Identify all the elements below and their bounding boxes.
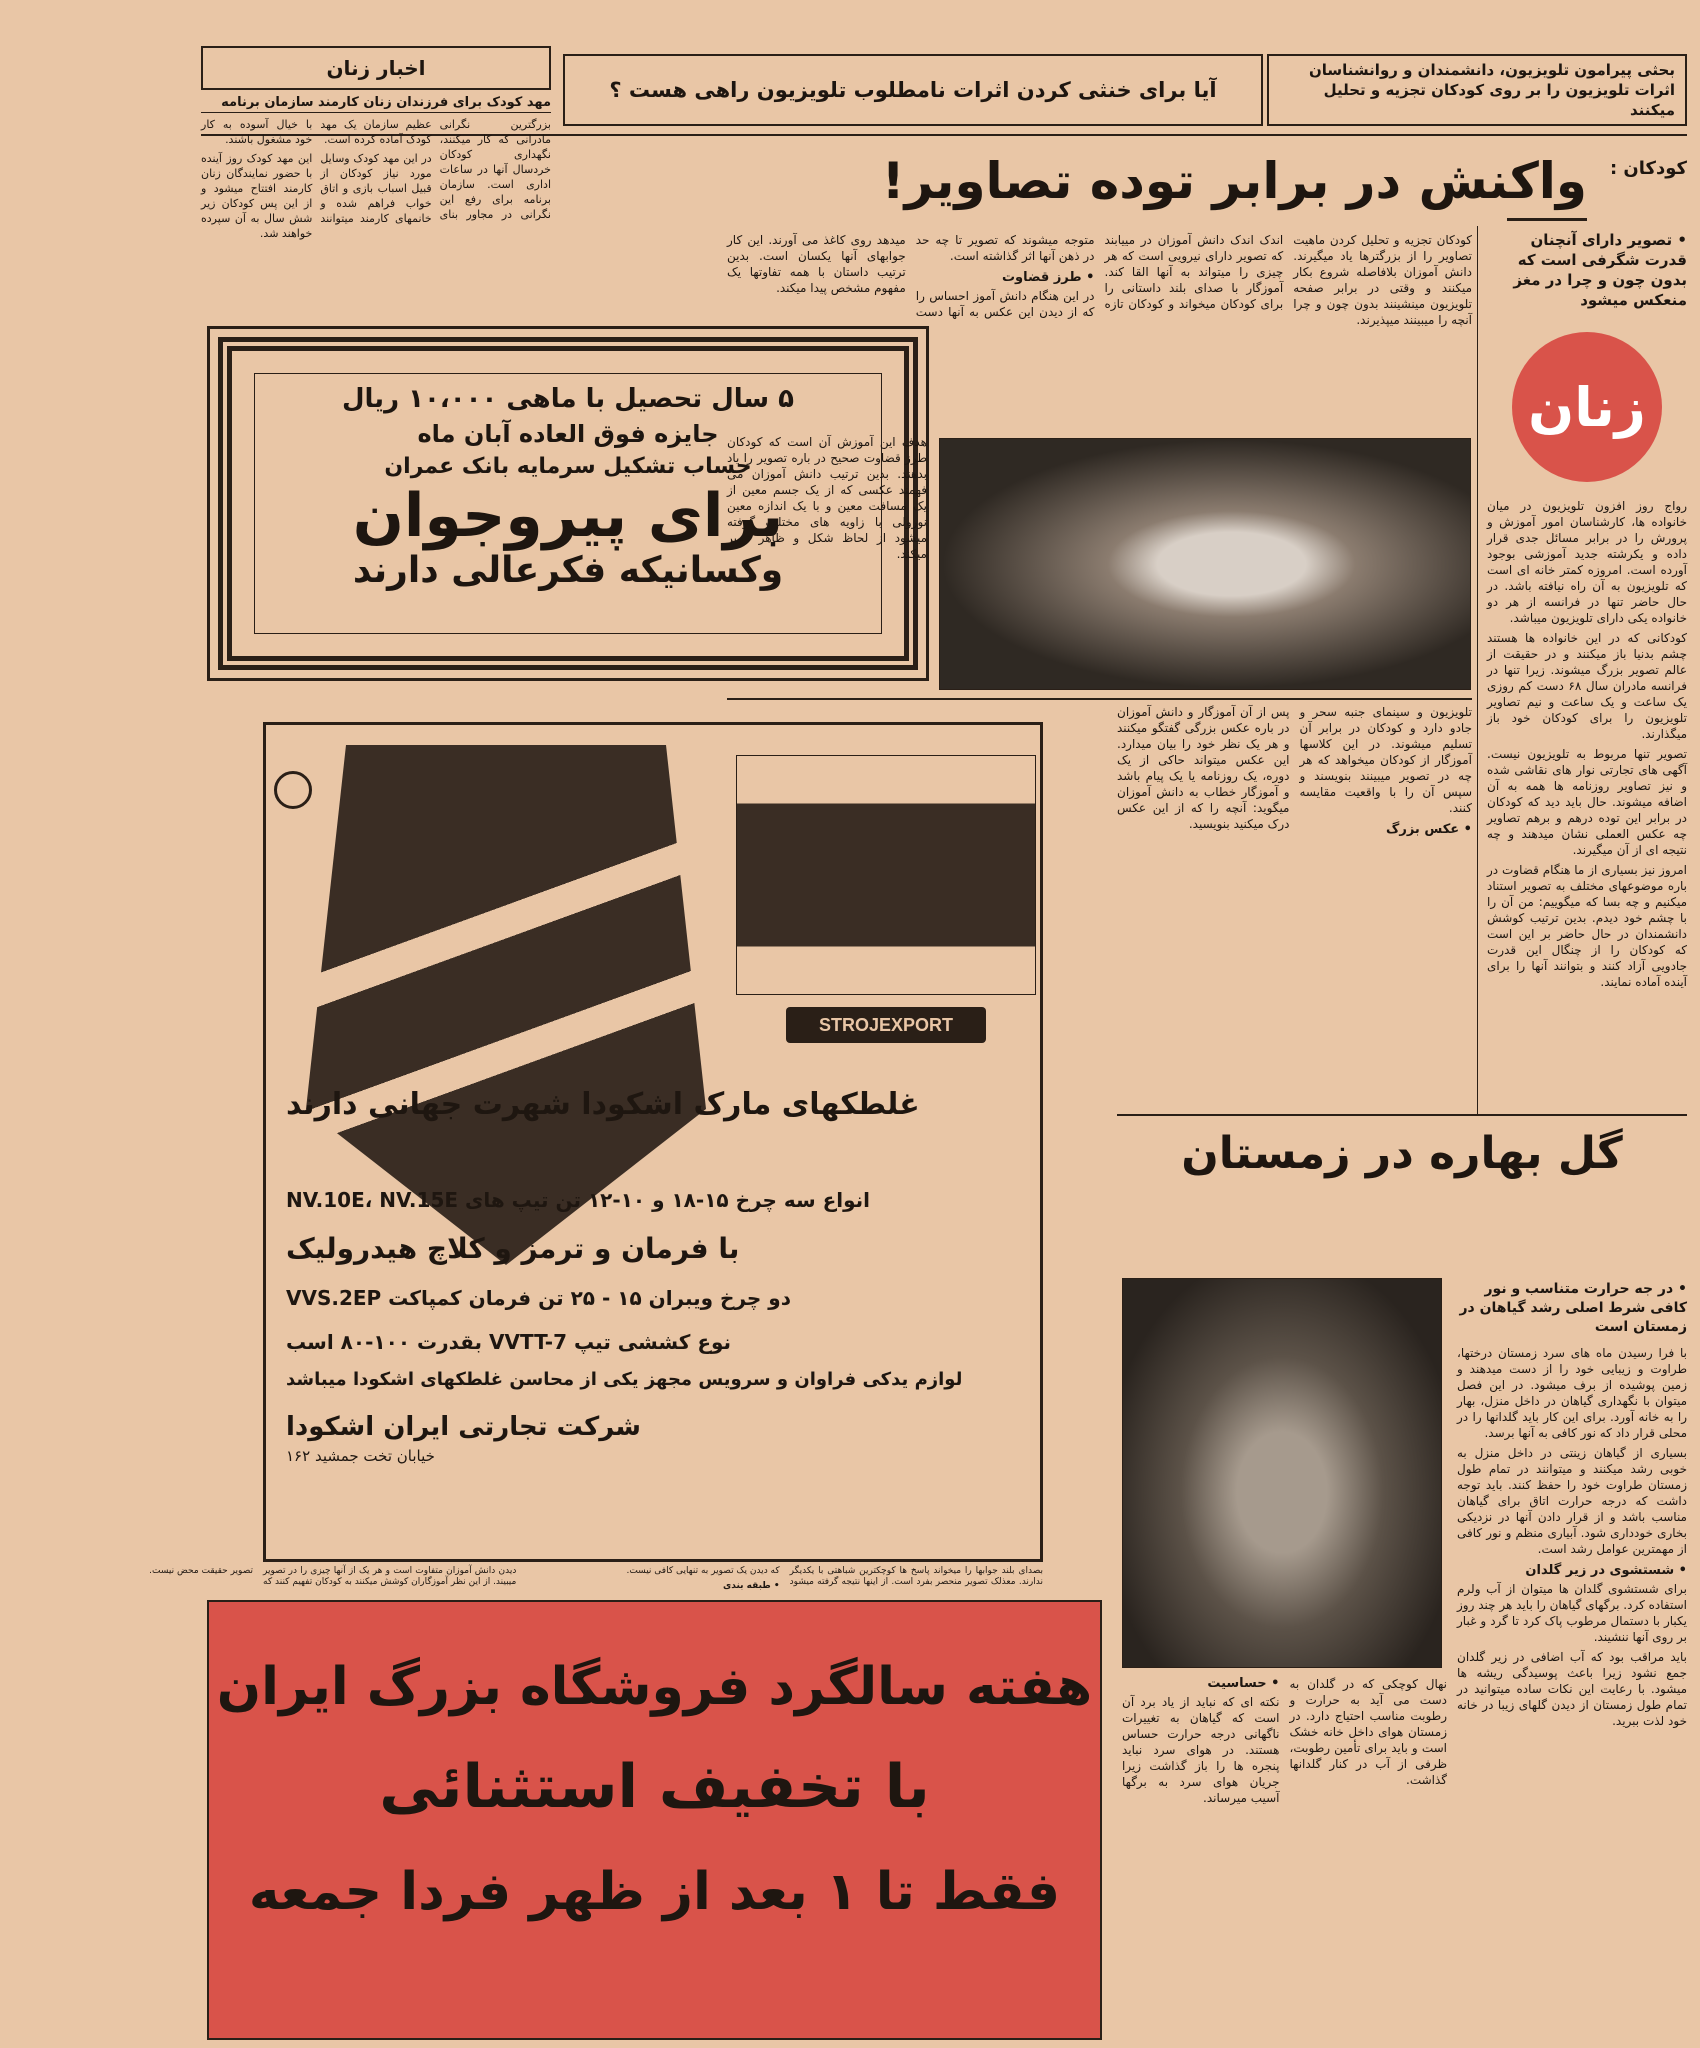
sub-reflect: عکس بزرگ — [1386, 822, 1460, 837]
skoda-line3: با فرمان و ترمز و کلاچ هیدرولیک — [286, 1232, 740, 1265]
seedling-photo — [1122, 1278, 1442, 1668]
women-news-body — [201, 117, 551, 313]
store-ad-line3: فقط تا ۱ بعد از ظهر فردا جمعه — [248, 1862, 1061, 1922]
women-news-title-box — [201, 46, 551, 90]
bullet-icon: • — [1673, 1281, 1687, 1297]
main-intro-para: رواج روز افزون تلویزیون در میان خانواده ها، کارشناسان امور آموزش و پرورش را در برابر مسائل جدی قرار داده و یکرشته جدید آموزشی بوجود آورده است. امروزه کمتر خانه ای است که تلویزیون به آن راه نیافته باشد. در حال حاضر تنها در فرانسه از هر دو خانواده یکی دارای تلویزیون میباشد. — [1487, 499, 1687, 625]
bank-ad-line3: حساب تشکیل سرمایه بانک عمران — [384, 454, 752, 479]
skoda-text-block — [286, 1055, 1026, 1545]
strojexport-badge — [786, 1007, 986, 1043]
winter-headline: گل بهاره در زمستان — [1181, 1128, 1623, 1179]
sub-care: حساسیت — [1207, 1676, 1267, 1691]
main-col-k-para: امروز نیز بسیاری از ما هنگام قضاوت در باره موضوعهای مختلف به تصویر استناد میکنیم و چه بسا که میگوییم: من آن را با چشم خود دیدم. بدین ترتیب کوشش دانشمندان در حال حاضر بر این است که کودکان را از چنگال این قدرت جادویی آزاد کنند و بتوانند آنها را برای آینده آماده نمایند. — [1487, 863, 1687, 989]
bullet-icon: • — [1672, 231, 1687, 249]
women-news-para: این مهد کودک روز آینده با حضور نمایندگان زنان کارمند افتتاح میشود و از این پس کودکان زیر شش سال به آن سپرده خواهند شد. — [201, 152, 313, 240]
main-col-j-para: تصویر تنها مربوط به تلویزیون نیست. آگهی های تجارتی نوار های نقاشی شده و نیز تصاویر روزنامه ها همه به آن اضافه میشوند. حال باید دید که کودکان در برابر این توده درهم و برهم تصاویر چه عکس العملی نشان میدهند و چه نتیجه ای از آن میگیرند. — [1487, 747, 1687, 857]
main-class-band — [149, 1566, 1043, 1598]
winter-body-e: برای شستشوی گلدان ها میتوان از آب ولرم استفاده کرد. برگهای گیاهان را باید هر چند روز یکبار با دستمال مرطوب پاک کرد تا گرد و غبار بر روی آنها ننشیند. — [1457, 1582, 1687, 1644]
store-ad-line2: با تخفیف استثنائی — [379, 1752, 930, 1822]
main-article-right-column — [1487, 230, 1687, 1110]
main-col-h-para: تلویزیون و سینمای جنبه سحر و جادو دارد و کودکان در برابر آن تسلیم میشوند. در این کلاسها آموزگار از کودکان میخواهد که هر چه در تصویر میبینند بنویسند و سپس آن را با واقعیت مقایسه کنند. — [1299, 705, 1472, 815]
sub-care-heading: • حساسیت — [1207, 1676, 1280, 1691]
headline-kicker: کودکان : — [1609, 158, 1687, 179]
sub-class-heading: • طبقه بندی — [723, 1581, 780, 1591]
winter-lower-text — [1122, 1676, 1447, 2036]
strojexport-label: STROJEXPORT — [818, 1015, 954, 1035]
main-upper-text — [727, 232, 1472, 432]
winter-right-text — [1457, 1345, 1687, 2025]
sub-manner-heading: • طرز قضاوت — [1001, 270, 1095, 285]
main-col-b-para: کودکان تجزیه و تحلیل کردن ماهیت تصاویر را از بزرگترها یاد میگیرند. دانش آموزان بلافاصله شروع بکار میکنند و وقتی در برابر صفحه تلویزیون مینشینند بدون چون و چرا آنچه را میبینند میپذیرند. — [1293, 233, 1472, 327]
main-lower-text — [1117, 704, 1472, 1110]
mid-rule — [727, 698, 1472, 700]
winter-bullet-text: در جه حرارت متناسب و نور کافی شرط اصلی رشد گیاهان در زمستان است — [1459, 1281, 1687, 1335]
bank-ad-line5: وکسانیکه فکرعالی دارند — [352, 550, 784, 591]
winter-body-a: با فرا رسیدن ماه های سرد زمستان درختها، طراوت و زیبایی خود را از دست میدهند و زمین پوشیده از برف میشود. در این فصل میتوان با نگهداری گیاهان در داخل منزل، بهار را به خانه آورد. برای این کار باید گلدانها را در محلی قرار داد که نور کافی به آنها برسد. — [1457, 1346, 1687, 1440]
skoda-line7: شرکت تجارتی ایران اشکودا — [286, 1412, 641, 1442]
main-headline: واکنش در برابر توده تصاویر! — [881, 152, 1587, 210]
winter-body-d: نکته ای که نباید از یاد برد آن است که گیاهان به تغییرات ناگهانی درجه حرارت حساس هستند. در هوای سرد نباید پنجره ها را باز گذاشت زیرا جریان هوای سرد به برگها آسیب میرساند. — [1122, 1695, 1280, 1805]
skoda-ad — [263, 722, 1043, 1562]
main-col-f-para: بصدای بلند جوابها را میخواند پاسخ ها کوچکترین شباهتی با یکدیگر ندارند. معذلک تصویر منحصر بفرد است. از اینها نتیجه گرفته میشود که دیدن یک تصویر به تنهایی کافی نیست. — [626, 1566, 1043, 1587]
store-ad-line1: هفته سالگرد فروشگاه بزرگ ایران — [216, 1657, 1093, 1717]
winter-right-column — [1457, 1280, 1687, 2040]
sub-reflect-heading: • عکس بزرگ — [1386, 822, 1472, 837]
skoda-line8: خیابان تخت جمشید ۱۶۲ — [286, 1447, 435, 1465]
women-news-column — [201, 94, 551, 314]
skoda-line1: غلطکهای مارک اشکودا شهرت جهانی دارند — [286, 1087, 920, 1122]
main-col-e-para: هدف این آموزش آن است که کودکان طرز قضاوت صحیح در باره تصویر را یاد بدهند. بدین ترتیب دانش آموزان می فهمند عکسی که از یک جسم معین از یک مسافت معین و با یک اندازه معین نورولی با زاویه های مختلف گرفته میشود از لحاظ شکل و ظاهر تغییر میکند. — [727, 435, 927, 561]
main-col-d-para: در این هنگام دانش آموز احساس را که از دیدن این عکس به آنها دست میدهد روی کاغذ می آورند. این کار جوابهای آنها یکسان است. بدین ترتیب داستان با همه تفاوتها یک مفهوم مشخص پیدا میکند. — [727, 233, 1095, 319]
winter-top-rule — [1117, 1114, 1687, 1116]
skoda-line5: نوع کششی تیپ VVTT-7 بقدرت ۱۰۰-۸۰ اسب — [286, 1330, 732, 1354]
women-news-para: در این مهد کودک وسایل مورد نیاز کودکان از قبیل اسباب بازی و اتاق خواب فراهم شده و خانمهای کارمند میتوانند با خیال آسوده به کار خود مشغول باشند. — [201, 118, 432, 225]
zanan-logo-text: زنان — [1528, 375, 1646, 439]
road-roller-photo — [736, 755, 1036, 995]
main-col-i-para: پس از آن آموزگار و دانش آموزان در باره عکس بزرگی گفتگو میکنند و هر یک نظر خود را بیان میدارد. این عکس میتواند حاکی از یک دوره، یک روزنامه یا یک پیام باشد و آموزگار خطاب به دانش آموزان میگوید: آنچه را که از این عکس درک میکنید بنویسید. — [1117, 705, 1290, 831]
main-col-c-para: اندک اندک دانش آموزان در مییابند که تصویر دارای نیرویی است که هر چیزی را میتواند به آنها القا کند. آموزگار با صدای بلند داستانی را برای کودکان میخواند و کودکان تازه متوجه میشوند که تصویر تا چه حد در ذهن آنها اثر گذاشته است. — [915, 233, 1284, 311]
sub-class: طبقه بندی — [723, 1581, 771, 1591]
headline-underline — [1507, 218, 1587, 221]
main-headline-row — [807, 146, 1687, 226]
main-col-g-para: دیدن دانش آموزان متفاوت است و هر یک از آنها چیزی را در تصویر میبیند. از این نظر آموزگاران کوشش میکنند به کودکان تفهیم کنند که تصویر حقیقت محض نیست. — [149, 1566, 517, 1587]
skoda-line4: دو چرخ ویبران ۱۵ - ۲۵ تن فرمان کمپاکت VVS.2EP — [286, 1286, 791, 1310]
sub-manner: طرز قضاوت — [1001, 270, 1082, 285]
zanan-logo — [1512, 332, 1662, 482]
main-left-text — [727, 434, 927, 690]
winter-body-f: باید مراقب بود که آب اضافی در زیر گلدان جمع نشود زیرا باعث پوسیدگی ریشه ها میشود. با رعایت این نکات ساده میتوانید در تمام طول زمستان از دیدن گلهای زیبا در خانه خود لذت ببرید. — [1457, 1650, 1687, 1728]
tv-summary: بحثی پیرامون تلویزیون، دانشمندان و روانشناسان اثرات تلویزیون را بر روی کودکان تجزیه و تحلیل میکنند — [1308, 61, 1675, 119]
winter-body-b: بسیاری از گیاهان زینتی در داخل منزل به خوبی رشد میکنند و میتوانند در تمام طول زمستان طراوت خود را حفظ کنند. باید توجه داشت که درجه حرارت اتاق برای گیاهان مناسب باشد و از قرار دادن آنها در نزدیکی بخاری خودداری شود. آبیاری منظم و نور کافی از مهمترین عوامل رشد است. — [1457, 1446, 1687, 1556]
child-photo — [939, 438, 1471, 690]
bank-ad-line1: ۵ سال تحصیل با ماهی ۱۰،۰۰۰ ریال — [341, 384, 795, 414]
bank-ad-line2: جایزه فوق العاده آبان ماه — [417, 420, 719, 448]
tv-headline: آیا برای خنثی کردن اثرات نامطلوب تلویزیون راهی هست ؟ — [609, 78, 1217, 102]
skoda-line6: لوازم یدکی فراوان و سرویس مجهز یکی از محاسن غلطکهای اشکودا میباشد — [286, 1369, 963, 1390]
main-col-a-para: کودکانی که در این خانواده ها هستند چشم بدنیا باز میکنند و در حقیقت از عالم تصویر بزرگ میشوند. زیرا تنها در فرانسه مادران سال ۶۸ دست کم روزی یک ساعت و یک ساعت و نیم تصاویر تلویزیون را برای کودکان خود باز میگذارند. — [1487, 631, 1687, 741]
women-news-title: اخبار زنان — [326, 56, 426, 80]
tv-headline-box — [563, 54, 1263, 126]
sub-wash-heading: • شستشوی در زیر گلدان — [1525, 1563, 1687, 1578]
women-news-para: بزرگترین نگرانی مادرانی که کار میکنند، نگهداری کودکان خردسال آنها در ساعات اداری است. سازمان برنامه برای رفع این نگرانی در مجاور بنای عظیم سازمان یک مهد کودک آماده کرده است. — [320, 118, 551, 221]
women-news-subhead: مهد کودک برای فرزندان زنان کارمند سازمان برنامه — [201, 94, 551, 113]
main-bullet-text: تصویر دارای آنچنان قدرت شگرفی است که بدون چون و چرا در مغز منعکس میشود — [1513, 231, 1687, 309]
skoda-line2: انواع سه چرخ ۱۵-۱۸ و ۱۰-۱۲ تن تیپ های NV.10E، NV.15E — [286, 1188, 871, 1212]
store-ad — [207, 1600, 1102, 2040]
skoda-logo-icon — [274, 771, 312, 809]
winter-bullet — [1457, 1280, 1687, 1337]
main-bullet — [1487, 230, 1687, 310]
main-article-divider — [1477, 226, 1478, 1114]
winter-body-c: نهال کوچکی که در گلدان به دست می آید به حرارت و رطوبت مناسب احتیاج دارد. در زمستان هوای داخل خانه خشک است و باید برای تأمین رطوبت، ظرفی از آب در کنار گلدانها گذاشت. — [1289, 1677, 1447, 1787]
main-intro-text — [1487, 498, 1687, 1008]
sub-wash: شستشوی در زیر گلدان — [1525, 1563, 1675, 1578]
bank-ad-line4: برای پیروجوان — [352, 481, 784, 551]
tv-summary-box — [1267, 54, 1687, 126]
